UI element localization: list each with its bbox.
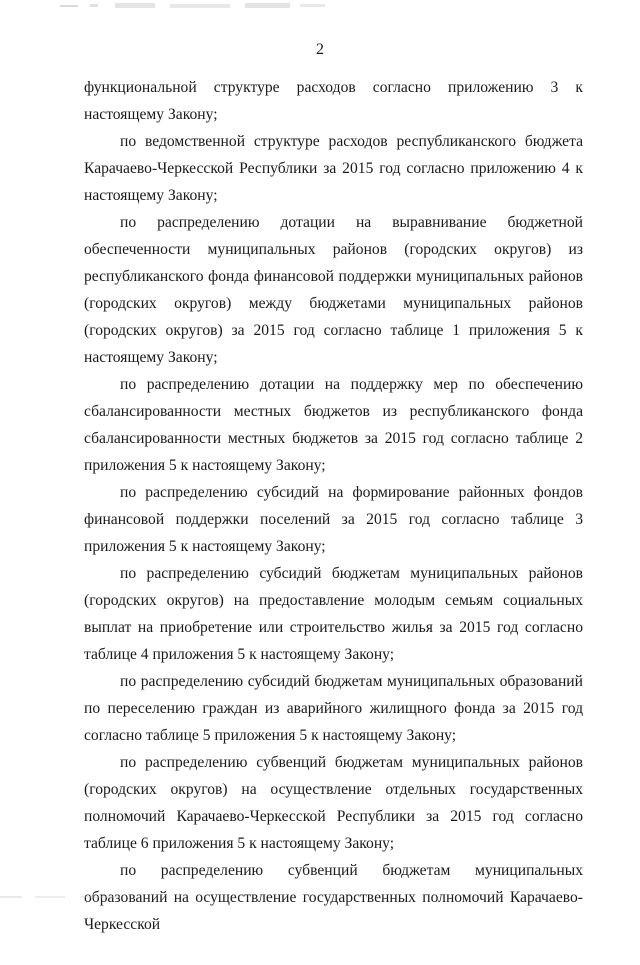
paragraph-4: по распределению дотации на поддержку мер по обеспечению сбалансированности местных бюджетов из республиканского фонда сбалансированности местных бюджетов за 2015 год согласно таблице 2 приложения 5 к настоящему Закону; — [84, 376, 583, 474]
paragraph-2: по ведомственной структуре расходов республиканского бюджета Карачаево-Черкесской Республики за 2015 год согласно приложению 4 к настоящему Закону; — [84, 133, 583, 204]
paragraph-5: по распределению субсидий на формирование районных фондов финансовой поддержки поселений за 2015 год согласно таблице 3 приложения 5 к настоящему Закону; — [84, 484, 583, 555]
page-number: 2 — [316, 41, 324, 58]
paragraph-8: по распределению субвенций бюджетам муниципальных районов (городских округов) на осуществление отдельных государственных полномочий Карачаево-Черкесской Республики за 2015 год согласно таблице 6 приложения 5 к настоящему Закону; — [84, 754, 583, 852]
paragraph-7: по распределению субсидий бюджетам муниципальных образований по переселению граждан из аварийного жилищного фонда за 2015 год согласно таблице 5 приложения 5 к настоящему Закону; — [84, 673, 583, 744]
scan-artifact-top — [60, 2, 330, 12]
scan-artifact-bottom — [0, 893, 130, 901]
document-body — [84, 74, 583, 965]
paragraph-3: по распределению дотации на выравнивание бюджетной обеспеченности муниципальных районов (городских округов) из республиканского фонда финансовой поддержки муниципальных районов (городских округов) между бюджетами муниципальных районов (городских округов) за 2015 год согласно таблице 1 приложения 5 к настоящему Закону; — [84, 214, 583, 366]
paragraph-9: по распределению субвенций бюджетам муниципальных образований на осуществление государственных полномочий Карачаево-Черкесской — [84, 862, 583, 933]
paragraph-6: по распределению субсидий бюджетам муниципальных районов (городских округов) на предоставление молодым семьям социальных выплат на приобретение или строительство жилья за 2015 год согласно таблице 4 приложения 5 к настоящему Закону; — [84, 565, 583, 663]
paragraph-1: функциональной структуре расходов согласно приложению 3 к настоящему Закону; — [84, 79, 583, 123]
